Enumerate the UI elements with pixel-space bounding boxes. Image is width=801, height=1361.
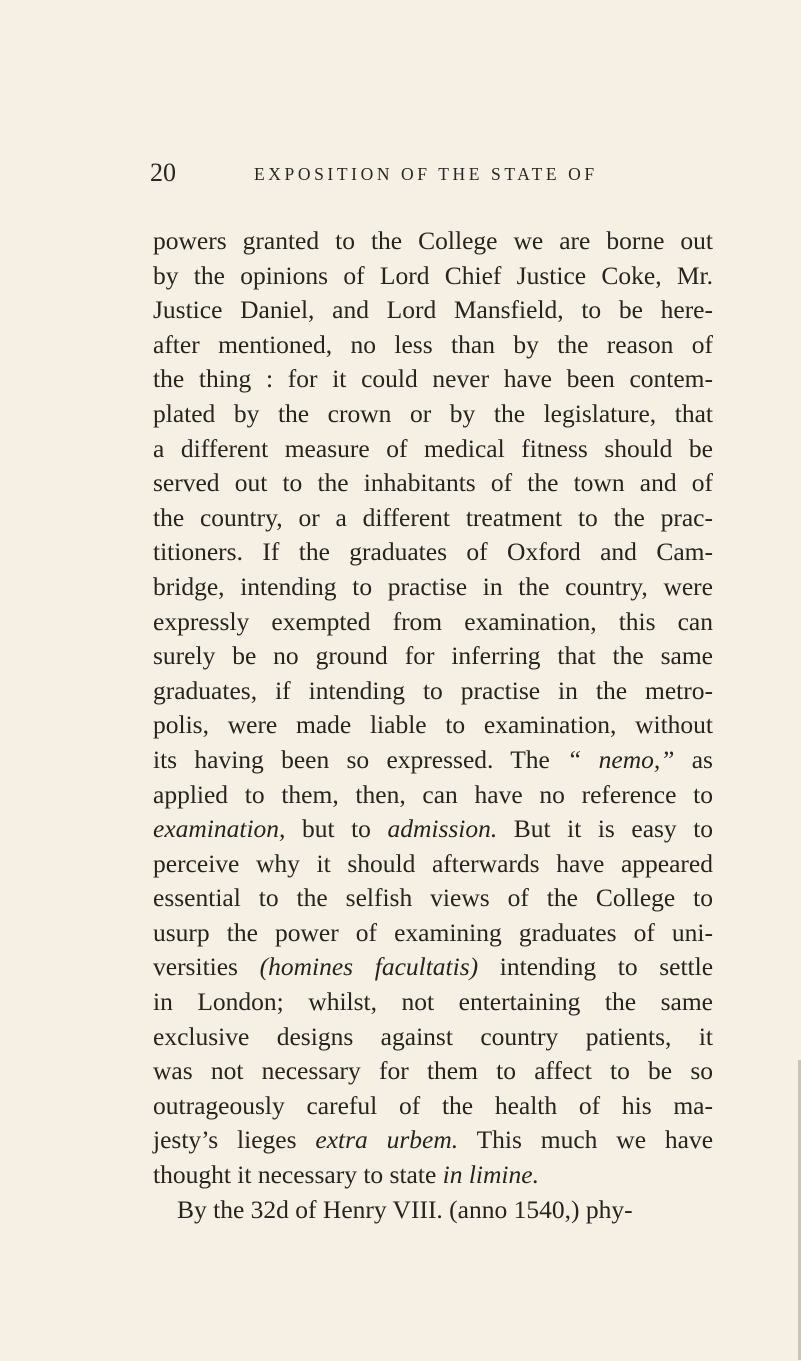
- text-line: Justice Daniel, and Lord Mansfield, to be here-: [153, 295, 713, 325]
- text-line: in London; whilst, not entertaining the same: [153, 987, 713, 1017]
- text-line: plated by the crown or by the legislature, that: [153, 398, 713, 428]
- text-line: graduates, if intending to practise in the metro-: [153, 675, 713, 705]
- text-line: perceive why it should afterwards have appeared: [153, 848, 713, 878]
- text-line: was not necessary for them to affect to be so: [153, 1056, 713, 1086]
- text-line: outrageously careful of the health of his ma-: [153, 1090, 713, 1120]
- text-line: [153, 743, 713, 778]
- body-text: [153, 224, 713, 1227]
- text-line: [153, 812, 713, 847]
- text-line: after mentioned, no less than by the reason of: [153, 329, 713, 359]
- text-line: [153, 1158, 713, 1193]
- italic-span: “ nemo,”: [567, 744, 675, 774]
- text-line: a different measure of medical fitness should be: [153, 433, 713, 463]
- text-line: essential to the selfish views of the College to: [153, 883, 713, 913]
- text-span: This much we have: [476, 1125, 714, 1155]
- text-line: by the opinions of Lord Chief Justice Coke, Mr.: [153, 260, 713, 290]
- text-line: [153, 1123, 713, 1158]
- text-line: surely be no ground for inferring that the same: [153, 641, 713, 671]
- italic-span: in limine.: [442, 1160, 539, 1190]
- text-line: applied to them, then, can have no reference to: [153, 779, 713, 809]
- text-span: jesty’s lieges: [153, 1125, 297, 1155]
- text-line: usurp the power of examining graduates of uni-: [153, 917, 713, 947]
- text-line: titioners. If the graduates of Oxford and Cam-: [153, 537, 713, 567]
- italic-span: extra urbem.: [315, 1125, 459, 1155]
- text-span: its having been so expressed. The: [153, 744, 550, 774]
- text-span: versities: [153, 952, 238, 982]
- running-head: EXPOSITION OF THE STATE OF: [254, 164, 598, 184]
- text-span: But it is easy to: [513, 814, 714, 844]
- text-line: expressly exempted from examination, this can: [153, 606, 713, 636]
- text-line: polis, were made liable to examination, without: [153, 710, 713, 740]
- text-line: [153, 950, 713, 985]
- page-header: [150, 158, 750, 198]
- text-line: the country, or a different treatment to the prac-: [153, 502, 713, 532]
- italic-span: (homines facultatis): [259, 952, 479, 982]
- text-line: exclusive designs against country patients, it: [153, 1021, 713, 1051]
- text-line: served out to the inhabitants of the town and of: [153, 468, 713, 498]
- text-line: bridge, intending to practise in the country, were: [153, 571, 713, 601]
- italic-span: admission.: [387, 814, 498, 844]
- text-line: By the 32d of Henry VIII. (anno 1540,) phy-: [177, 1194, 633, 1224]
- text-span: but to: [301, 814, 371, 844]
- italic-span: examination,: [153, 814, 286, 844]
- text-span: thought it necessary to state: [153, 1160, 437, 1190]
- text-span: as: [691, 744, 713, 774]
- text-span: intending to settle: [499, 952, 714, 982]
- text-line: the thing : for it could never have been contem-: [153, 364, 713, 394]
- text-line: powers granted to the College we are borne out: [153, 226, 713, 255]
- page-number: 20: [150, 158, 176, 187]
